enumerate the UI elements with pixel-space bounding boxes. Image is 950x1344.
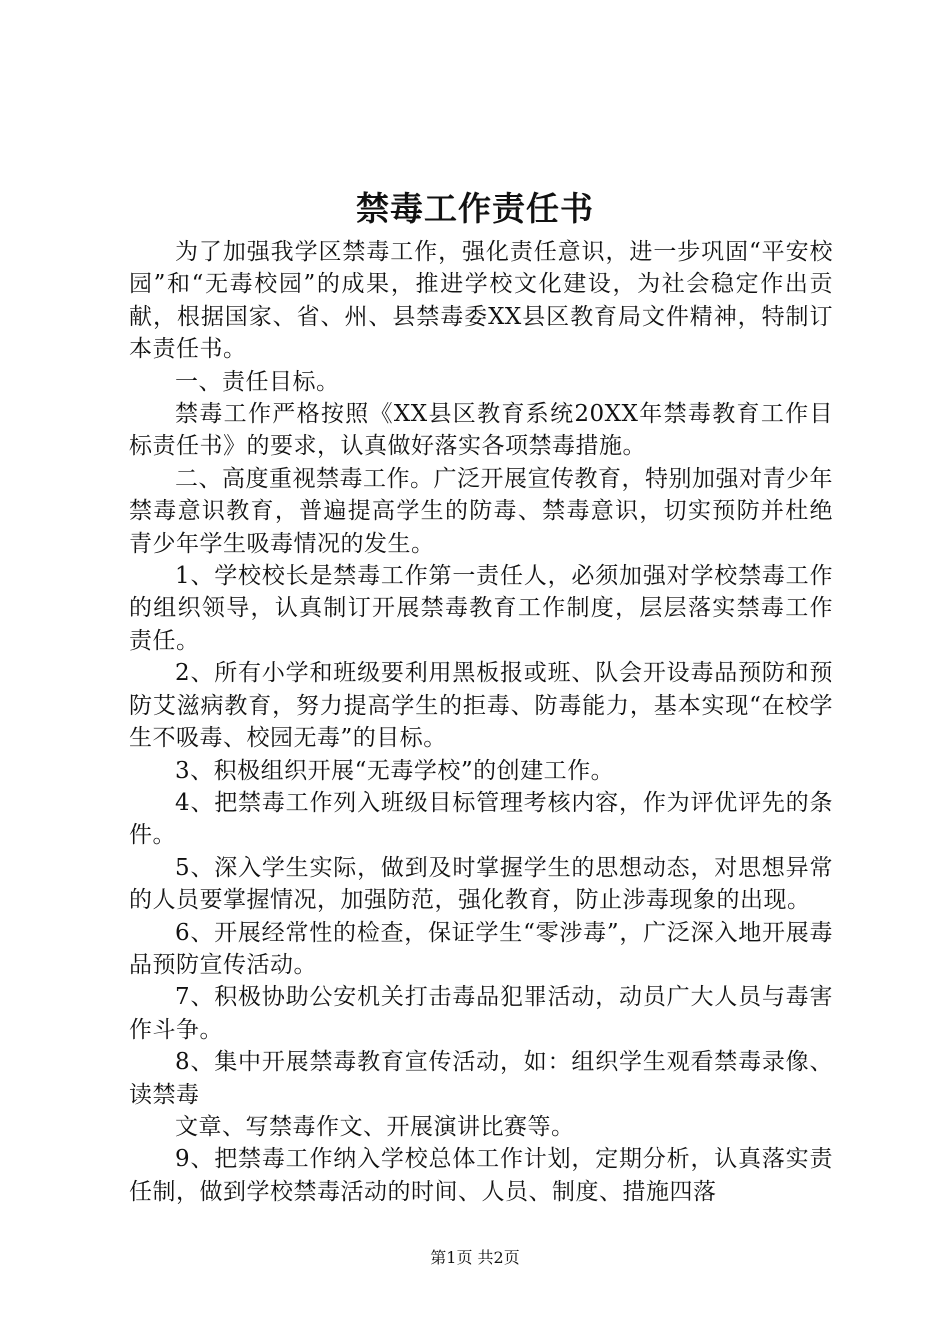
- paragraph: 2、所有小学和班级要利用黑板报或班、队会开设毒品预防和预防艾滋病教育，努力提高学生的拒毒、防毒能力，基本实现“在校学生不吸毒、校园无毒”的目标。: [129, 660, 833, 752]
- paragraph: 禁毒工作严格按照《XX县区教育系统20XX年禁毒教育工作目标责任书》的要求，认真做好落实各项禁毒措施。: [129, 401, 833, 460]
- paragraph: 为了加强我学区禁毒工作，强化责任意识，进一步巩固“平安校园”和“无毒校园”的成果，推进学校文化建设，为社会稳定作出贡献，根据国家、省、州、县禁毒委XX县区教育局文件精神，特制订本责任书。: [129, 239, 833, 363]
- paragraph: 1、学校校长是禁毒工作第一责任人，必须加强对学校禁毒工作的组织领导，认真制订开展禁毒教育工作制度，层层落实禁毒工作责任。: [129, 563, 833, 654]
- paragraph: 8、集中开展禁毒教育宣传活动，如：组织学生观看禁毒录像、读禁毒: [129, 1049, 833, 1108]
- paragraph: 9、把禁毒工作纳入学校总体工作计划，定期分析，认真落实责任制，做到学校禁毒活动的时间、人员、制度、措施四落: [129, 1146, 833, 1205]
- paragraph: 一、责任目标。: [175, 368, 340, 395]
- paragraph: 4、把禁毒工作列入班级目标管理考核内容，作为评优评先的条件。: [129, 789, 833, 849]
- paragraph: 6、开展经常性的检查，保证学生“零涉毒”，广泛深入地开展毒品预防宣传活动。: [129, 919, 833, 978]
- paragraph: 5、深入学生实际，做到及时掌握学生的思想动态，对思想异常的人员要掌握情况，加强防范，强化教育，防止涉毒现象的出现。: [129, 854, 833, 914]
- paragraph: 3、积极组织开展“无毒学校”的创建工作。: [175, 757, 615, 784]
- document-body: [129, 236, 833, 1208]
- paragraph: 文章、写禁毒作文、开展演讲比赛等。: [175, 1113, 575, 1140]
- paragraph: 7、积极协助公安机关打击毒品犯罪活动，动员广大人员与毒害作斗争。: [129, 984, 833, 1043]
- page-number: 第1页 共2页: [430, 1248, 520, 1267]
- document-title: 禁毒工作责任书: [356, 189, 594, 228]
- paragraph: 二、高度重视禁毒工作。广泛开展宣传教育，特别加强对青少年禁毒意识教育，普遍提高学生的防毒、禁毒意识，切实预防并杜绝青少年学生吸毒情况的发生。: [129, 465, 833, 557]
